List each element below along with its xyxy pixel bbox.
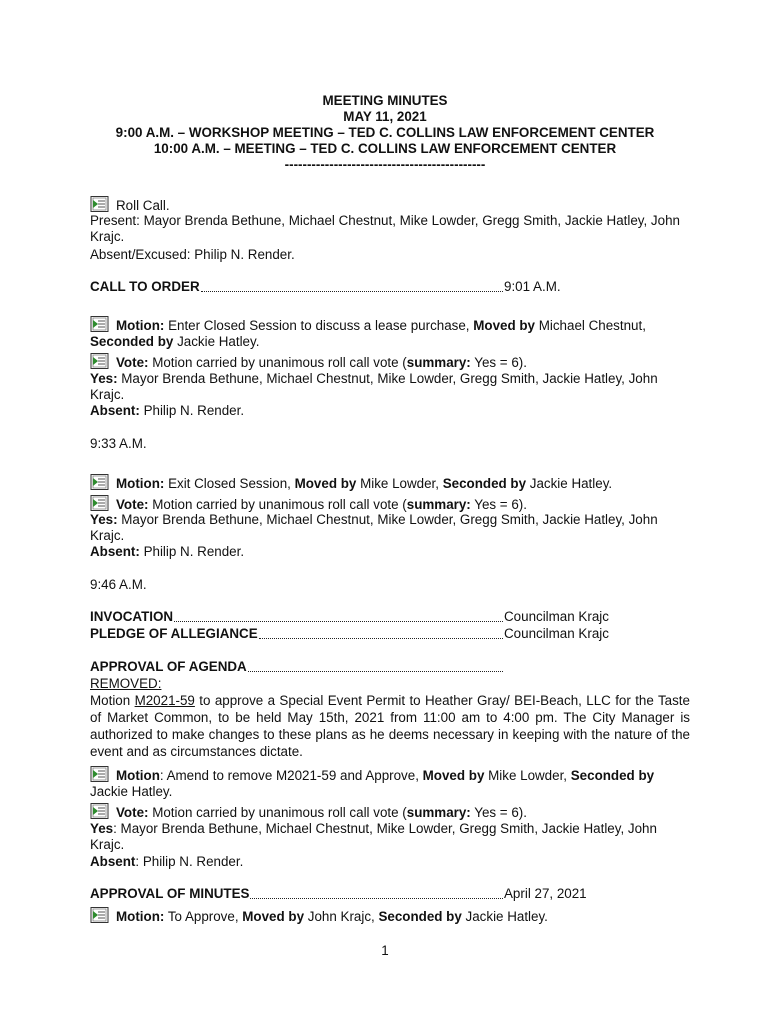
invocation: INVOCATION Councilman Krajc [90, 609, 609, 624]
time-stamp: 9:33 A.M. [90, 436, 147, 451]
document-arrow-icon [90, 766, 110, 782]
vote-exit-session: Vote: Motion carried by unanimous roll call vote (summary: Yes = 6). [90, 495, 690, 513]
header-title: MEETING MINUTES [322, 93, 448, 108]
time-stamp: 9:46 A.M. [90, 577, 147, 592]
motion-closed-session: Motion: Enter Closed Session to discuss a lease purchase, Moved by Michael Chestnut, Seconded by Jackie Hatley. [90, 318, 646, 349]
vote-absent: Absent: Philip N. Render. [90, 403, 245, 418]
document-arrow-icon [90, 474, 110, 490]
approval-of-minutes: APPROVAL OF MINUTES April 27, 2021 [90, 886, 587, 901]
roll-call-present: Present: Mayor Brenda Bethune, Michael Chestnut, Mike Lowder, Gregg Smith, Jackie Hatley, John Krajc. [90, 213, 680, 244]
vote-yes: Yes: Mayor Brenda Bethune, Michael Chestnut, Mike Lowder, Gregg Smith, Jackie Hatley, John Krajc. [90, 371, 658, 402]
vote-yes: Yes: Mayor Brenda Bethune, Michael Chestnut, Mike Lowder, Gregg Smith, Jackie Hatley, John Krajc. [90, 821, 657, 852]
vote-absent: Absent: Philip N. Render. [90, 854, 244, 869]
vote-closed-session: Vote: Motion carried by unanimous roll call vote (summary: Yes = 6). [90, 353, 690, 371]
motion-exit-session: Motion: Exit Closed Session, Moved by Mike Lowder, Seconded by Jackie Hatley. [90, 474, 690, 492]
vote-absent: Absent: Philip N. Render. [90, 544, 245, 559]
document-arrow-icon [90, 316, 110, 332]
motion-approve-minutes: Motion: To Approve, Moved by John Krajc, Seconded by Jackie Hatley. [90, 907, 690, 925]
header-workshop: 9:00 A.M. – WORKSHOP MEETING – TED C. COLLINS LAW ENFORCEMENT CENTER [115, 125, 655, 140]
vote-yes: Yes: Mayor Brenda Bethune, Michael Chestnut, Mike Lowder, Gregg Smith, Jackie Hatley, John Krajc. [90, 512, 658, 543]
document-arrow-icon [90, 803, 110, 819]
vote-amend-agenda: Vote: Motion carried by unanimous roll call vote (summary: Yes = 6). [90, 803, 690, 821]
approval-of-agenda: APPROVAL OF AGENDA [90, 659, 690, 675]
removed-motion-text: Motion M2021-59 to approve a Special Event Permit to Heather Gray/ BEI-Beach, LLC for the Taste of Market Common, to be held May 15th, 2021 from 11:00 am to 4:00 pm. The City Manager is authorized to make changes to these plans as he deems necessary in keeping with the nature of the event and as circumstances dictate. [90, 693, 690, 759]
document-arrow-icon [90, 907, 110, 923]
motion-amend-agenda: Motion: Amend to remove M2021-59 and Approve, Moved by Mike Lowder, Seconded by Jackie Hatley. [90, 768, 655, 799]
header-meeting: 10:00 A.M. – MEETING – TED C. COLLINS LAW ENFORCEMENT CENTER [153, 141, 617, 156]
minutes-header [0, 93, 770, 173]
call-to-order: CALL TO ORDER 9:01 A.M. [90, 279, 561, 294]
roll-call-title: Roll Call. [90, 196, 690, 214]
removed-heading: REMOVED: [90, 676, 162, 691]
header-rule: --------------------------------------------- [284, 157, 486, 172]
document-arrow-icon [90, 495, 110, 511]
pledge-of-allegiance: PLEDGE OF ALLEGIANCE Councilman Krajc [90, 626, 609, 641]
page-number: 1 [381, 943, 389, 958]
roll-call-absent: Absent/Excused: Philip N. Render. [90, 247, 295, 262]
document-arrow-icon [90, 353, 110, 369]
header-date: MAY 11, 2021 [343, 109, 427, 124]
document-arrow-icon [90, 196, 110, 212]
motion-id-link: M2021-59 [134, 693, 195, 708]
